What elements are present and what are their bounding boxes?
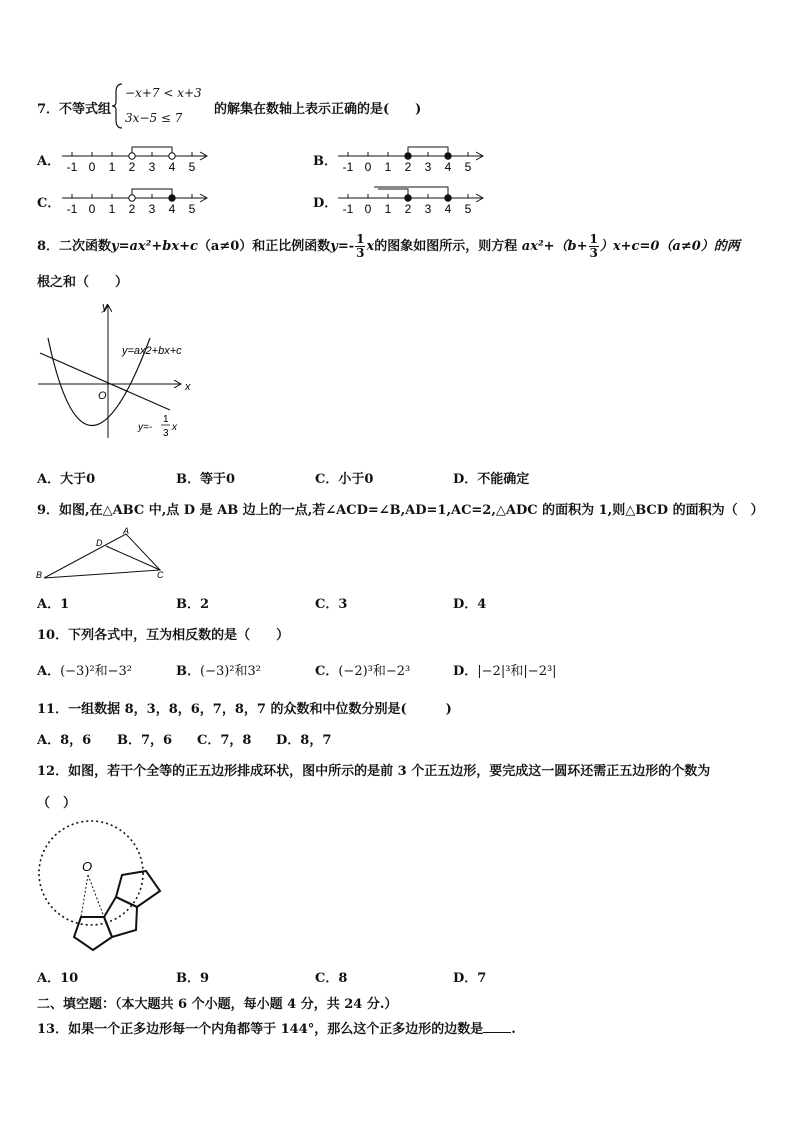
q9-option-c: C．3 [315,597,348,612]
tick-label: 1 [384,160,392,174]
q11-option-b: B．7，6 [117,733,173,748]
q8-eq-lin-pre: y=- [330,239,355,254]
q9-option-b: B．2 [176,597,210,612]
endpoint-2 [405,195,411,201]
endpoint-4 [445,153,451,159]
q12-option-d: D．7 [453,971,487,986]
q8-fraction-2: $\frac{1}{3}$ [589,232,598,260]
q9-triangle-figure [32,526,172,584]
q8-cond1: （a≠0）和正比例函数 [197,239,331,254]
q7-option-a-label: A． [37,154,61,169]
q11-stem: 11．一组数据 8，3，8，6，7，8，7 的众数和中位数分别是( ) [37,702,452,717]
tick-label: -1 [342,160,354,174]
q12-option-c: C．8 [315,971,348,986]
q8-option-b: B．等于0 [176,472,236,487]
q8-stem-line2: 根之和（ ） [37,275,129,290]
endpoint-2 [129,195,135,201]
q8-stem-a: 8．二次函数 [37,239,112,254]
q8-eq-lin-post: x [366,239,375,254]
q8-option-d: D．不能确定 [453,472,530,487]
q8-graph [30,298,230,448]
q12-center-label: O [82,859,93,874]
tick-label: -1 [66,160,78,174]
tick-label: 1 [108,160,116,174]
q10-option-a: A．(−3)²和−3² [37,664,132,679]
tick-label: 3 [424,202,432,216]
q8-x-label: x [185,381,191,393]
q11-option-c: C．7，8 [197,733,252,748]
q8-eq-quad: y=ax²+bx+c [111,239,198,254]
q7-numberline-d [336,186,486,218]
tick-label: -1 [342,202,354,216]
tick-label: 4 [444,202,452,216]
q9-label-b: B [36,570,43,580]
q7-stem-post: 的解集在数轴上表示正确的是( ) [214,102,422,117]
tick-label: 5 [188,202,196,216]
q11-option-d: D．8，7 [276,733,332,748]
tick-label: 5 [464,202,472,216]
q13-answer-blank[interactable] [483,1032,511,1033]
tick-label: 0 [88,202,96,216]
q13-stem: 13．如果一个正多边形每一个内角都等于 144°，那么这个正多边形的边数是 . [37,1022,516,1037]
tick-label: 3 [148,160,156,174]
q9-label-c: C [157,570,164,580]
tick-label: 1 [384,202,392,216]
q8-line-label-num: 1 [163,414,169,425]
tick-label: -1 [66,202,78,216]
q11-option-a: A．8，6 [37,733,92,748]
q8-line-label-pre: y=- [138,422,153,433]
q12-stem-line1: 12．如图，若干个全等的正五边形排成环状，图中所示的是前 3 个正五边形，要完成这一圆环还需正五边形的个数为 [37,764,711,779]
tick-label: 1 [108,202,116,216]
q8-eq-c: ax²+（b+ [521,239,588,254]
solution-ray-left [378,189,408,198]
q12-pentagon-3 [116,871,160,907]
q8-option-c: C．小于0 [315,472,374,487]
endpoint-4 [169,153,175,159]
q10-option-d: D．|−2|³和|−2³| [453,664,557,679]
q12-pentagon-2 [104,897,137,937]
q9-segment-cd [106,546,160,570]
tick-label: 2 [404,202,412,216]
q7-inequality-2: 3x−5 ≤ 7 [125,111,183,125]
endpoint-2 [405,153,411,159]
q7-stem [37,98,111,117]
tick-label: 2 [404,160,412,174]
q7-inequality-1: −x+7 < x+3 [125,86,202,100]
q9-stem: 9．如图,在△ABC 中,点 D 是 AB 边上的一点,若∠ACD=∠B,AD=1,AC=2,△ADC 的面积为 1,则△BCD 的面积为（ ） [37,503,764,518]
q8-curve-label: y=ax2+bx+c [122,345,182,357]
tick-label: 0 [88,160,96,174]
q10-option-c: C．(−2)³和−2³ [315,664,411,679]
tick-label: 3 [424,160,432,174]
tick-label: 2 [128,202,136,216]
q12-radius-line-2 [88,875,104,917]
tick-label: 0 [364,160,372,174]
q8-line-label-den: 3 [163,428,169,439]
q8-option-a: A．大于0 [37,472,96,487]
q8-eq-d: ）x+c=0（a≠0）的两 [599,239,740,254]
q10-option-b: B．(−3)²和3² [176,664,262,679]
tick-label: 4 [444,160,452,174]
q10-stem: 10．下列各式中，互为相反数的是（ ） [37,628,290,643]
tick-label: 2 [128,160,136,174]
q8-fraction: $\frac{1}{3}$ [356,232,365,260]
tick-label: 4 [168,202,176,216]
tick-label: 5 [464,160,472,174]
q9-option-a: A．1 [37,597,70,612]
q7-stem-pre: 7．不等式组 [37,102,112,117]
tick-label: 3 [148,202,156,216]
q12-radius-line-1 [81,875,88,917]
q7-system-brace [112,82,124,130]
endpoint-2 [129,153,135,159]
q7-numberline-a [60,144,210,176]
q7-numberline-c [60,186,210,218]
tick-label: 5 [188,160,196,174]
q7-numberline-b [336,144,486,176]
q12-pentagon-ring-figure [36,815,170,957]
q7-option-d-label: D． [313,196,338,211]
q8-line-label-post: x [172,422,177,433]
q8-stem [37,233,740,260]
q12-option-a: A．10 [37,971,79,986]
q7-option-c-label: C． [37,196,61,211]
q9-label-a: A [123,526,130,536]
q9-label-d: D [96,538,103,548]
q7-option-b-label: B． [313,154,337,169]
tick-label: 4 [168,160,176,174]
q8-stem-b: 的图象如图所示，则方程 [374,239,518,254]
q9-option-d: D．4 [453,597,487,612]
endpoint-4 [445,195,451,201]
endpoint-4 [169,195,175,201]
q8-origin-label: O [98,390,107,402]
section-2-heading: 二、填空题：（本大题共 6 个小题，每小题 4 分，共 24 分.） [37,997,398,1012]
q8-y-label: y [102,301,108,313]
q12-stem-line2: （ ） [37,796,77,811]
q12-option-b: B．9 [176,971,210,986]
tick-label: 0 [364,202,372,216]
